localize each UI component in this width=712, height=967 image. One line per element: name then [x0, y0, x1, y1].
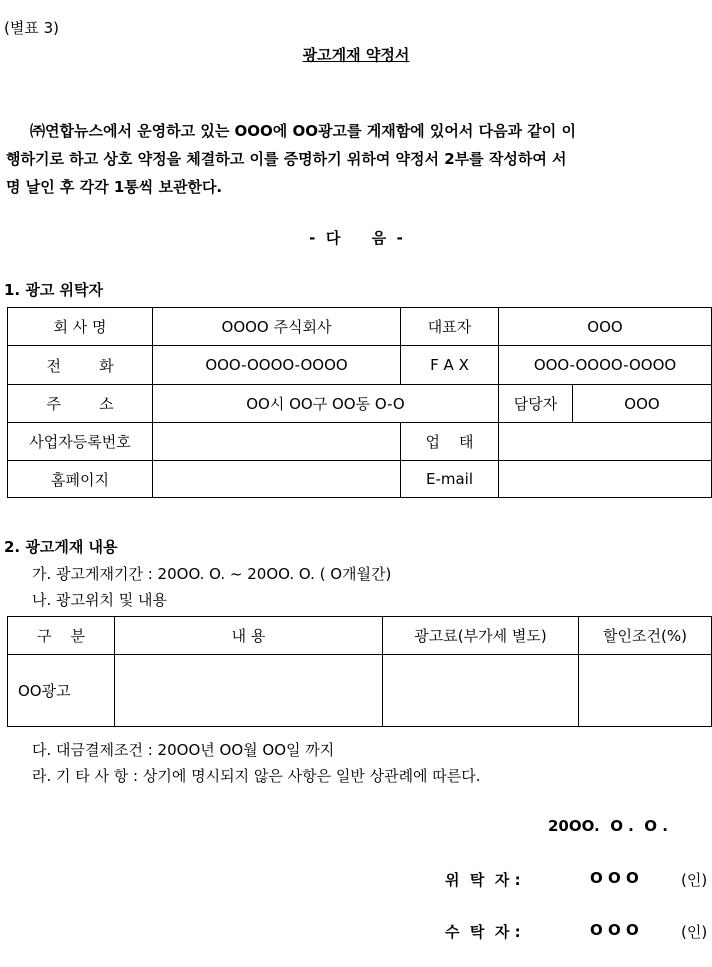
company-name-label: 회 사 명: [8, 308, 153, 346]
address-value: OO시 OO구 OO동 O-O: [153, 385, 499, 423]
business-type-value: [499, 423, 712, 461]
email-label: E-mail: [401, 461, 499, 498]
item-ga: 가. 광고게재기간 : 20OO. O. ~ 20OO. O. ( O개월간): [32, 565, 392, 583]
ceo-value: OOO: [499, 308, 712, 346]
manager-value: OOO: [573, 385, 712, 423]
item-da: 다. 대금결제조건 : 20OO년 OO월 OO일 까지: [32, 741, 335, 759]
row-ad-fee: [383, 655, 579, 727]
dash-heading: - 다 음 -: [309, 229, 403, 247]
header-discount: 할인조건(%): [579, 617, 712, 655]
intro-line-1: ㈜연합뉴스에서 운영하고 있는 OOO에 OO광고를 게재함에 있어서 다음과 같이 이: [30, 122, 576, 140]
intro-line-3: 명 날인 후 각각 1통씩 보관한다.: [6, 178, 223, 196]
ceo-label: 대표자: [401, 308, 499, 346]
business-number-value: [153, 423, 401, 461]
business-number-label: 사업자등록번호: [8, 423, 153, 461]
phone-label: 전 화: [8, 346, 153, 385]
consignor-label: 위 탁 자 :: [445, 871, 521, 889]
intro-line-2: 행하기로 하고 상호 약정을 체결하고 이를 증명하기 위하여 약정서 2부를 작성하여 서: [6, 150, 567, 168]
item-na: 나. 광고위치 및 내용: [32, 591, 167, 609]
header-content: 내 용: [115, 617, 383, 655]
consignor-seal: (인): [681, 871, 708, 889]
homepage-label: 홈페이지: [8, 461, 153, 498]
consignee-label: 수 탁 자 :: [445, 923, 521, 941]
homepage-value: [153, 461, 401, 498]
consignee-name: O O O: [590, 921, 639, 939]
fax-label: F A X: [401, 346, 499, 385]
document-title: 광고게재 약정서: [302, 46, 410, 64]
signature-date: 20OO. O . O .: [548, 817, 668, 835]
manager-label: 담당자: [499, 385, 573, 423]
ad-content-table: [7, 616, 712, 727]
company-name-value: OOOO 주식회사: [153, 308, 401, 346]
section2-heading: 2. 광고게재 내용: [4, 538, 118, 556]
section1-heading: 1. 광고 위탁자: [4, 281, 104, 299]
row-ad-label: OO광고: [8, 655, 115, 727]
header-category: 구 분: [8, 617, 115, 655]
row-ad-discount: [579, 655, 712, 727]
annex-label: (별표 3): [4, 19, 59, 37]
item-ra: 라. 기 타 사 항 : 상기에 명시되지 않은 사항은 일반 상관례에 따른다.: [32, 767, 481, 785]
phone-value: OOO-OOOO-OOOO: [153, 346, 401, 385]
business-type-label: 업 태: [401, 423, 499, 461]
consignor-table: [7, 307, 712, 498]
intro-paragraph: [6, 117, 706, 201]
row-ad-content: [115, 655, 383, 727]
fax-value: OOO-OOOO-OOOO: [499, 346, 712, 385]
consignor-name: O O O: [590, 869, 639, 887]
address-label: 주 소: [8, 385, 153, 423]
email-value: [499, 461, 712, 498]
consignee-seal: (인): [681, 923, 708, 941]
header-fee: 광고료(부가세 별도): [383, 617, 579, 655]
